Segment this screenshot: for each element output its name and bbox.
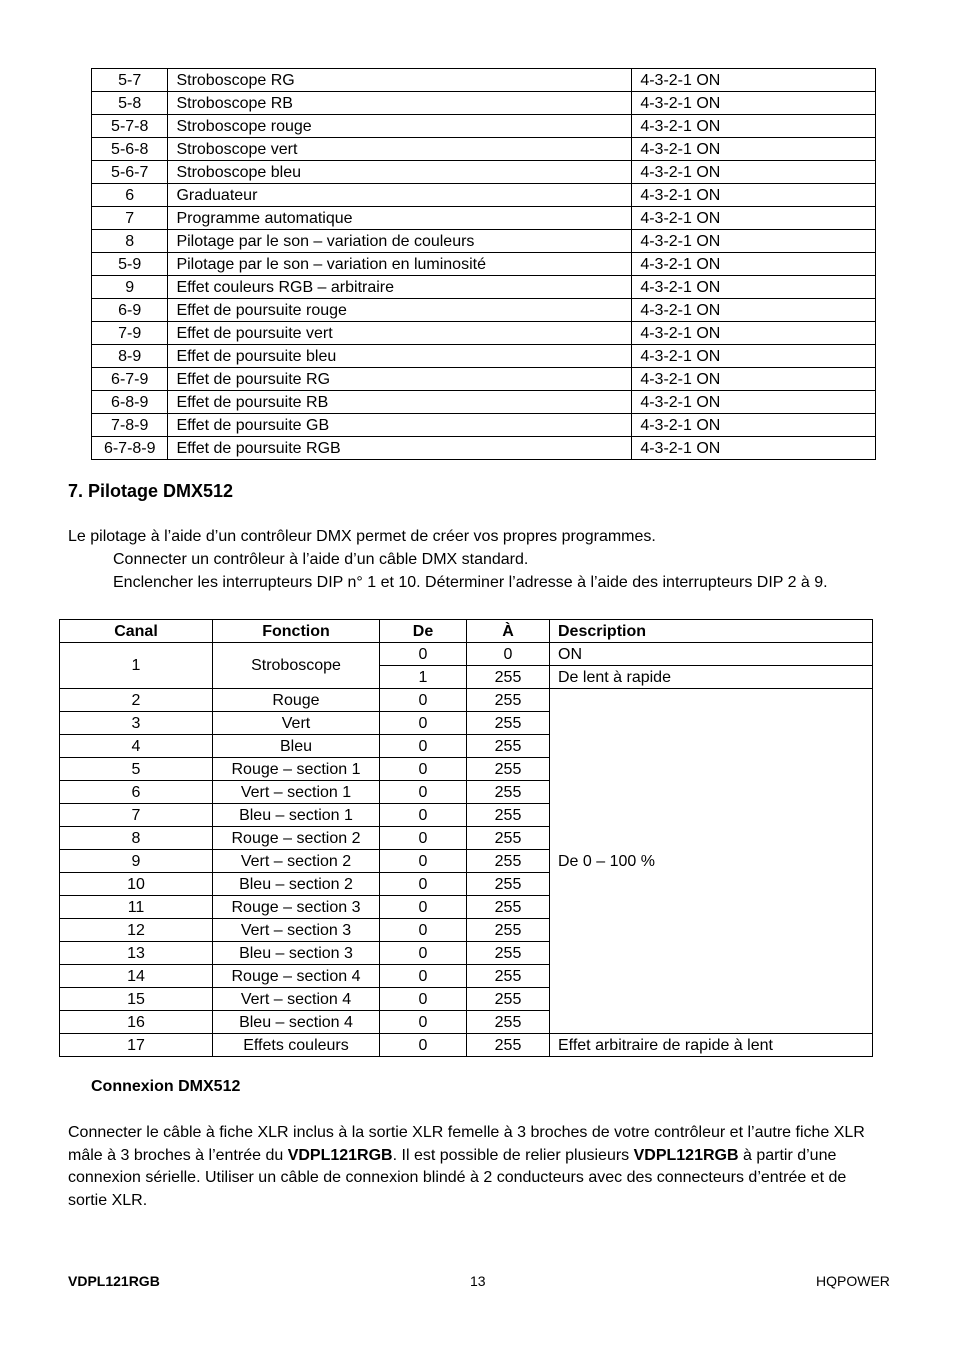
section-heading-dmx512: 7. Pilotage DMX512: [68, 481, 234, 501]
de-cell: 0: [380, 712, 467, 735]
dip-setting-cell: 4-3-2-1 ON: [632, 322, 876, 345]
dip-setting-cell: 4-3-2-1 ON: [632, 299, 876, 322]
canal-cell: 17: [60, 1034, 213, 1057]
dip-setting-cell: 4-3-2-1 ON: [632, 161, 876, 184]
dip-table-body: [92, 69, 876, 460]
de-cell: 0: [380, 1011, 467, 1034]
canal-cell: 10: [60, 873, 213, 896]
fonction-cell: Stroboscope: [213, 643, 380, 689]
a-cell: 255: [467, 965, 550, 988]
canal-cell: 12: [60, 919, 213, 942]
canal-cell: 16: [60, 1011, 213, 1034]
canal-cell: 7: [60, 804, 213, 827]
footer-brand: HQPOWER: [816, 1273, 890, 1289]
dip-function-cell: Effet de poursuite rouge: [168, 299, 632, 322]
de-cell: 0: [380, 735, 467, 758]
dip-code-cell: 5-9: [92, 253, 168, 276]
fonction-cell: Bleu – section 4: [213, 1011, 380, 1034]
table-row: [92, 92, 876, 115]
fonction-cell: Vert – section 1: [213, 781, 380, 804]
canal-cell: 9: [60, 850, 213, 873]
dip-setting-cell: 4-3-2-1 ON: [632, 253, 876, 276]
dip-function-cell: Effet de poursuite bleu: [168, 345, 632, 368]
connexion-paragraph: [68, 1122, 888, 1212]
fonction-cell: Vert – section 3: [213, 919, 380, 942]
a-cell: 255: [467, 689, 550, 712]
fonction-cell: Bleu – section 3: [213, 942, 380, 965]
de-cell: 1: [380, 666, 467, 689]
table-row: [92, 276, 876, 299]
table-row: [92, 345, 876, 368]
description-cell: De lent à rapide: [550, 666, 873, 689]
canal-cell: 2: [60, 689, 213, 712]
dip-function-cell: Stroboscope bleu: [168, 161, 632, 184]
dip-code-cell: 6-7-8-9: [92, 437, 168, 460]
de-cell: 0: [380, 781, 467, 804]
description-cell: ON: [550, 643, 873, 666]
dip-function-cell: Stroboscope rouge: [168, 115, 632, 138]
dip-setting-cell: 4-3-2-1 ON: [632, 345, 876, 368]
a-cell: 255: [467, 804, 550, 827]
dip-setting-cell: 4-3-2-1 ON: [632, 368, 876, 391]
table-row: [92, 207, 876, 230]
header-description: Description: [550, 620, 873, 643]
dmx-table-body: [60, 643, 873, 1057]
dip-function-cell: Stroboscope RG: [168, 69, 632, 92]
dip-setting-cell: 4-3-2-1 ON: [632, 276, 876, 299]
canal-cell: 3: [60, 712, 213, 735]
table-row: [92, 437, 876, 460]
intro-text: Le pilotage à l’aide d’un contrôleur DMX permet de créer vos propres programmes.: [68, 528, 656, 545]
connexion-text-1: Connecter le câble à fiche XLR inclus à la sortie XLR femelle à 3 broches de votre contrôleur et l’autre fiche XLR mâle à 3 broches à l’entrée du: [68, 1124, 865, 1164]
de-cell: 0: [380, 850, 467, 873]
fonction-cell: Rouge – section 4: [213, 965, 380, 988]
table-row: [60, 1034, 873, 1057]
a-cell: 255: [467, 919, 550, 942]
de-cell: 0: [380, 873, 467, 896]
dip-setting-cell: 4-3-2-1 ON: [632, 138, 876, 161]
table-row: [92, 230, 876, 253]
de-cell: 0: [380, 965, 467, 988]
fonction-cell: Bleu – section 2: [213, 873, 380, 896]
table-row: [92, 161, 876, 184]
dip-function-cell: Pilotage par le son – variation en luminosité: [168, 253, 632, 276]
dip-code-cell: 5-6-7: [92, 161, 168, 184]
dip-setting-cell: 4-3-2-1 ON: [632, 115, 876, 138]
table-row: [92, 322, 876, 345]
footer-page-number: 13: [470, 1273, 486, 1289]
dmx-channel-table: [59, 619, 873, 1057]
dip-setting-cell: 4-3-2-1 ON: [632, 414, 876, 437]
table-row: [92, 184, 876, 207]
a-cell: 255: [467, 873, 550, 896]
dip-function-cell: Effet de poursuite vert: [168, 322, 632, 345]
a-cell: 255: [467, 827, 550, 850]
footer-model: VDPL121RGB: [68, 1273, 160, 1289]
dip-code-cell: 5-7-8: [92, 115, 168, 138]
dip-code-cell: 6-9: [92, 299, 168, 322]
a-cell: 255: [467, 735, 550, 758]
canal-cell: 15: [60, 988, 213, 1011]
dip-code-cell: 6-8-9: [92, 391, 168, 414]
dip-function-cell: Graduateur: [168, 184, 632, 207]
canal-cell: 8: [60, 827, 213, 850]
a-cell: 255: [467, 781, 550, 804]
a-cell: 255: [467, 1034, 550, 1057]
canal-cell: 5: [60, 758, 213, 781]
a-cell: 255: [467, 666, 550, 689]
table-row: [60, 643, 873, 666]
dip-code-cell: 5-7: [92, 69, 168, 92]
fonction-cell: Effets couleurs: [213, 1034, 380, 1057]
dip-setting-cell: 4-3-2-1 ON: [632, 69, 876, 92]
dip-setting-cell: 4-3-2-1 ON: [632, 92, 876, 115]
dip-setting-cell: 4-3-2-1 ON: [632, 437, 876, 460]
dip-code-cell: 5-6-8: [92, 138, 168, 161]
connexion-heading: Connexion DMX512: [91, 1078, 241, 1095]
table-row: [92, 69, 876, 92]
dip-setting-cell: 4-3-2-1 ON: [632, 207, 876, 230]
dip-code-cell: 5-8: [92, 92, 168, 115]
connexion-text-3: à partir d’une connexion sérielle. Utiliser un câble de connexion blindé à 2 conducteurs avec des connecteurs d’entrée et de sortie XLR.: [68, 1146, 847, 1209]
fonction-cell: Vert – section 4: [213, 988, 380, 1011]
header-a: À: [467, 620, 550, 643]
de-cell: 0: [380, 827, 467, 850]
fonction-cell: Bleu: [213, 735, 380, 758]
canal-cell: 13: [60, 942, 213, 965]
fonction-cell: Vert – section 2: [213, 850, 380, 873]
dip-function-cell: Programme automatique: [168, 207, 632, 230]
canal-cell: 1: [60, 643, 213, 689]
header-de: De: [380, 620, 467, 643]
fonction-cell: Rouge – section 3: [213, 896, 380, 919]
dip-switch-table: [91, 68, 876, 460]
connexion-text-2: . Il est possible de relier plusieurs: [392, 1146, 634, 1164]
dip-function-cell: Effet couleurs RGB – arbitraire: [168, 276, 632, 299]
canal-cell: 4: [60, 735, 213, 758]
de-cell: 0: [380, 1034, 467, 1057]
header-fonction: Fonction: [213, 620, 380, 643]
a-cell: 255: [467, 988, 550, 1011]
dip-code-cell: 8: [92, 230, 168, 253]
a-cell: 255: [467, 1011, 550, 1034]
dmx-header-row: [60, 620, 873, 643]
description-cell: Effet arbitraire de rapide à lent: [550, 1034, 873, 1057]
fonction-cell: Rouge – section 2: [213, 827, 380, 850]
dip-function-cell: Effet de poursuite GB: [168, 414, 632, 437]
table-row: [92, 253, 876, 276]
de-cell: 0: [380, 988, 467, 1011]
a-cell: 255: [467, 942, 550, 965]
canal-cell: 11: [60, 896, 213, 919]
model-name: VDPL121RGB: [287, 1146, 393, 1164]
dip-code-cell: 6-7-9: [92, 368, 168, 391]
dip-code-cell: 7-8-9: [92, 414, 168, 437]
a-cell: 255: [467, 712, 550, 735]
table-row: [92, 414, 876, 437]
fonction-cell: Bleu – section 1: [213, 804, 380, 827]
step-text-1: Connecter un contrôleur à l’aide d’un câble DMX standard.: [113, 551, 529, 568]
dip-function-cell: Stroboscope RB: [168, 92, 632, 115]
model-name: VDPL121RGB: [633, 1146, 739, 1164]
de-cell: 0: [380, 689, 467, 712]
de-cell: 0: [380, 942, 467, 965]
header-canal: Canal: [60, 620, 213, 643]
a-cell: 255: [467, 850, 550, 873]
dip-setting-cell: 4-3-2-1 ON: [632, 391, 876, 414]
dip-function-cell: Effet de poursuite RGB: [168, 437, 632, 460]
a-cell: 255: [467, 758, 550, 781]
fonction-cell: Vert: [213, 712, 380, 735]
dip-code-cell: 7-9: [92, 322, 168, 345]
canal-cell: 14: [60, 965, 213, 988]
table-row: [92, 115, 876, 138]
de-cell: 0: [380, 758, 467, 781]
dip-function-cell: Effet de poursuite RB: [168, 391, 632, 414]
dip-function-cell: Stroboscope vert: [168, 138, 632, 161]
a-cell: 0: [467, 643, 550, 666]
de-cell: 0: [380, 804, 467, 827]
dip-setting-cell: 4-3-2-1 ON: [632, 230, 876, 253]
dip-setting-cell: 4-3-2-1 ON: [632, 184, 876, 207]
table-row: [92, 299, 876, 322]
table-row: [60, 689, 873, 712]
canal-cell: 6: [60, 781, 213, 804]
dip-function-cell: Effet de poursuite RG: [168, 368, 632, 391]
fonction-cell: Rouge: [213, 689, 380, 712]
dip-code-cell: 6: [92, 184, 168, 207]
de-cell: 0: [380, 896, 467, 919]
table-row: [92, 368, 876, 391]
dip-function-cell: Pilotage par le son – variation de couleurs: [168, 230, 632, 253]
table-row: [92, 138, 876, 161]
de-cell: 0: [380, 919, 467, 942]
table-row: [92, 391, 876, 414]
fonction-cell: Rouge – section 1: [213, 758, 380, 781]
a-cell: 255: [467, 896, 550, 919]
dip-code-cell: 7: [92, 207, 168, 230]
dip-code-cell: 9: [92, 276, 168, 299]
dip-code-cell: 8-9: [92, 345, 168, 368]
description-cell: De 0 – 100 %: [550, 689, 873, 1034]
step-text-2: Enclencher les interrupteurs DIP n° 1 et 10. Déterminer l’adresse à l’aide des interrupteurs DIP 2 à 9.: [113, 574, 828, 591]
de-cell: 0: [380, 643, 467, 666]
